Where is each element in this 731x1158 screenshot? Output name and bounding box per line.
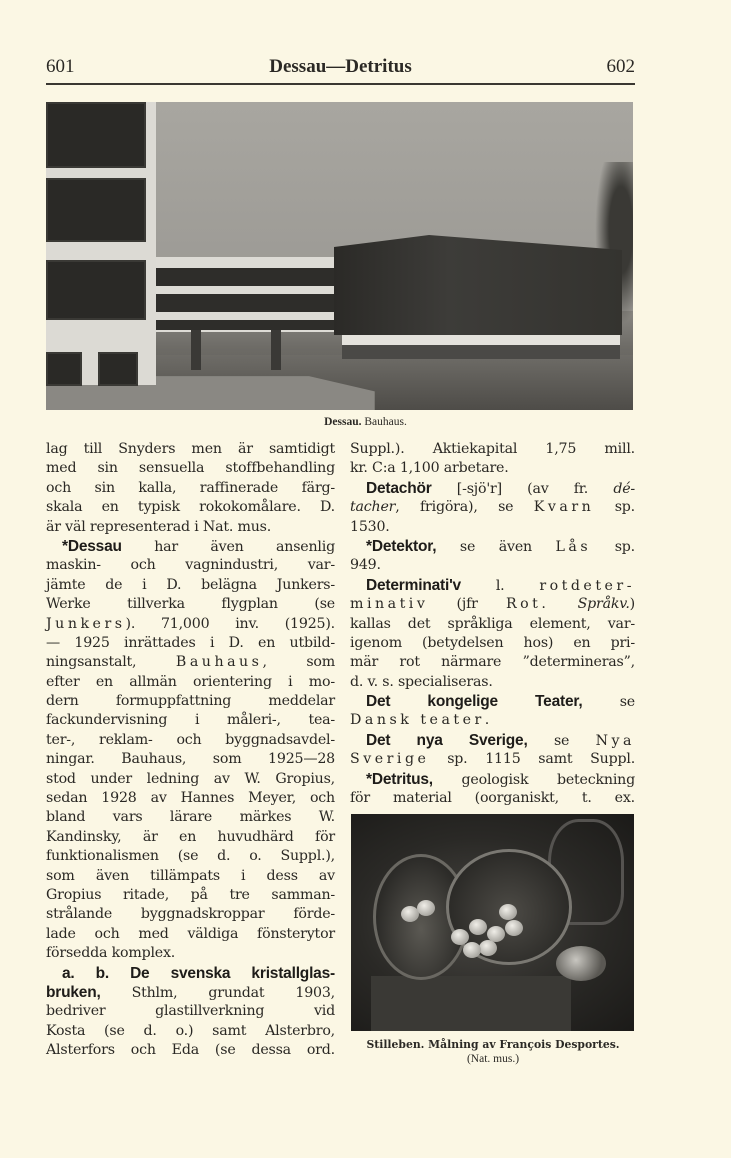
text-run: skala en typisk rokokomålare. D. — [46, 499, 335, 516]
figure-caption-bauhaus — [0, 416, 731, 428]
text-run: försedda komplex. — [46, 945, 176, 962]
text-line — [46, 576, 335, 595]
text-run: mär rot närmare ”determineras”, — [350, 654, 635, 671]
text-run: maskin- och vagnindustri, var- — [46, 557, 335, 574]
photo-window — [46, 260, 146, 320]
spaced-reference: Junkers — [46, 615, 126, 632]
text-run: , som — [262, 654, 336, 671]
text-line — [46, 711, 335, 730]
text-line — [350, 595, 635, 614]
headword: a. b. De svenska kristallglas- — [62, 964, 335, 982]
text-line — [46, 1022, 335, 1041]
painting-fruit — [505, 920, 523, 936]
text-run: kr. C:a 1,100 arbetare. — [350, 460, 509, 477]
text-line — [46, 595, 335, 614]
text-line — [350, 750, 635, 769]
page-title: Dessau—Detritus — [269, 56, 412, 77]
painting-still-life — [351, 814, 634, 1031]
text-run: se — [527, 732, 596, 749]
photo-window — [46, 178, 146, 242]
text-line — [46, 692, 335, 711]
text-line — [46, 615, 335, 634]
text-run: se även — [436, 538, 556, 555]
text-line — [350, 615, 635, 634]
text-line — [350, 673, 635, 692]
text-line — [46, 673, 335, 692]
text-run: jämte de i D. belägna Junkers- — [46, 576, 335, 593]
text-run: geologisk beteckning — [432, 771, 635, 788]
text-run: d. v. s. specialiseras. — [350, 673, 493, 690]
headword: Det nya Sverige, — [366, 731, 528, 749]
text-run: med sin sensuella stoffbehandling — [46, 460, 335, 477]
text-run: ningar. Bauhaus, som 1925—28 — [46, 751, 335, 768]
caption-line-1: Stilleben. Målning av François Desportes. — [366, 1038, 620, 1051]
photo-bauhaus-building — [46, 102, 633, 410]
text-run: funktionalismen (se d. o. Suppl.), — [46, 848, 335, 865]
text-line — [350, 692, 635, 711]
spaced-reference: Nya — [595, 732, 635, 749]
text-run: bedriver glastillverkning vid — [46, 1003, 335, 1020]
text-line — [46, 1002, 335, 1021]
text-run: se — [582, 694, 636, 711]
text-line — [46, 808, 335, 827]
text-line — [46, 440, 335, 459]
spaced-reference: Kvarn — [533, 499, 595, 516]
text-run: l. — [460, 577, 540, 594]
text-run: Kandinsky, är en huvudhärd för — [46, 828, 335, 845]
spaced-reference: Lås — [555, 538, 592, 555]
headword: bruken, — [46, 983, 101, 1001]
text-line — [46, 828, 335, 847]
text-run: dern formuppfattning meddelar — [46, 693, 335, 710]
text-line — [46, 867, 335, 886]
spaced-reference: minativ — [350, 596, 429, 613]
headword: *Dessau — [62, 537, 122, 555]
photo-pillar — [271, 330, 281, 370]
text-run: lade och med väldiga fönsterytor — [46, 925, 335, 942]
text-line — [350, 634, 635, 653]
right-page-number: 602 — [606, 56, 635, 77]
text-run: sp. — [591, 538, 635, 555]
left-column — [46, 440, 335, 1061]
painting-cloth — [371, 976, 571, 1031]
running-head — [46, 54, 635, 80]
text-line — [46, 750, 335, 769]
caption-line-2: (Nat. mus.) — [466, 1053, 520, 1065]
text-run: Kosta (se d. o.) samt Alsterbro, — [46, 1022, 335, 1039]
italic-text: dé- — [613, 480, 635, 497]
photo-bridge-band — [156, 268, 336, 286]
text-run: (jfr — [428, 596, 506, 613]
figure-caption-stilleben — [345, 1038, 641, 1066]
photo-left-wing — [46, 102, 156, 385]
text-run: Sthlm, grundat 1903, — [100, 984, 335, 1001]
spaced-reference: Rot. — [505, 596, 550, 613]
photo-window — [46, 352, 82, 386]
text-line — [350, 498, 635, 517]
text-run: 1530. — [350, 518, 390, 535]
text-line — [350, 440, 635, 459]
text-line — [350, 537, 635, 556]
text-run: igenom (betydelsen hos) en pri- — [350, 634, 635, 651]
text-run: har även ansenlig — [121, 538, 335, 555]
painting-fruit — [463, 942, 481, 958]
text-run: lag till Snyders men är samtidigt — [46, 441, 335, 457]
text-line — [350, 459, 635, 478]
text-line — [46, 653, 335, 672]
headword: *Detektor, — [366, 537, 437, 555]
text-line — [46, 537, 335, 556]
text-line — [46, 556, 335, 575]
painting-bird — [556, 946, 606, 981]
text-run: Werke tillverka flygplan (se — [46, 596, 335, 613]
text-line — [46, 847, 335, 866]
text-line — [350, 711, 635, 730]
spaced-reference: Dansk teater — [350, 712, 485, 729]
text-line — [350, 556, 635, 575]
text-line — [46, 983, 335, 1002]
text-run: efter en allmän orientering i mo- — [46, 673, 335, 690]
painting-fruit — [417, 900, 435, 916]
text-run: fackundervisning i måleri-, tea- — [46, 712, 335, 729]
photo-window — [98, 352, 138, 386]
headword: Determinati'v — [366, 576, 461, 594]
photo-workshop-wing — [334, 235, 622, 335]
text-line — [350, 653, 635, 672]
text-run: — 1925 inrättades i D. en utbild- — [46, 634, 335, 651]
text-run: ningsanstalt, — [46, 654, 176, 671]
text-line — [46, 731, 335, 750]
text-run: som även tillämpats i dess av — [46, 867, 335, 884]
text-run: , frigöra), se — [395, 499, 534, 516]
text-line — [46, 905, 335, 924]
text-line — [350, 770, 635, 789]
text-run: 949. — [350, 557, 381, 574]
text-run: för material (oorganiskt, t. ex. — [350, 790, 635, 807]
text-line — [46, 770, 335, 789]
text-run: ) — [629, 596, 636, 613]
photo-workshop-band — [342, 335, 620, 345]
caption-bold: Dessau. — [324, 416, 362, 428]
text-run: [-sjö'r] (av fr. — [431, 480, 614, 497]
text-run: och sin kalla, raffinerade färg- — [46, 479, 335, 496]
caption-rest: Bauhaus. — [361, 416, 407, 428]
photo-bridge-band — [156, 320, 336, 330]
text-run: Gropius ritade, på tre samman- — [46, 886, 335, 903]
text-run: sp. — [594, 499, 635, 516]
text-line — [350, 518, 635, 537]
painting-fruit — [499, 904, 517, 920]
text-line — [46, 479, 335, 498]
text-line — [46, 925, 335, 944]
headword: *Detritus, — [366, 770, 433, 788]
text-run: bland vars lärare märkes W. — [46, 809, 335, 826]
text-line — [46, 944, 335, 963]
text-run: är väl representerad i Nat. mus. — [46, 518, 272, 535]
text-line — [46, 1041, 335, 1060]
text-run: stod under ledning av W. Gropius, — [46, 770, 335, 787]
painting-fruit — [479, 940, 497, 956]
text-run: Alsterfors och Eda (se dessa ord. — [46, 1042, 335, 1059]
right-column — [350, 440, 635, 808]
text-run: sp. 1115 samt Suppl. — [429, 751, 635, 768]
photo-workshop-base — [342, 345, 620, 359]
headword: Detachör — [366, 479, 432, 497]
header-rule — [46, 83, 635, 85]
text-run: kallas det språkliga element, var- — [350, 615, 635, 632]
photo-pillar — [191, 330, 201, 370]
text-line — [46, 886, 335, 905]
text-line — [46, 459, 335, 478]
text-line — [350, 731, 635, 750]
spaced-reference: rotdeter- — [539, 577, 635, 594]
photo-window — [46, 102, 146, 168]
text-line — [350, 789, 635, 808]
text-run: ). 71,000 inv. (1925). — [125, 615, 335, 632]
italic-text: tacher — [350, 499, 396, 516]
left-page-number: 601 — [46, 56, 75, 77]
text-line — [46, 964, 335, 983]
spaced-reference: Sverige — [350, 751, 430, 768]
text-run: ter-, reklam- och byggnadsavdel- — [46, 731, 335, 748]
text-line — [46, 789, 335, 808]
text-line — [350, 576, 635, 595]
spaced-reference: Bauhaus — [175, 654, 263, 671]
text-run: . — [484, 712, 490, 729]
text-run: strålande byggnadskroppar förde- — [46, 906, 335, 923]
text-line — [46, 634, 335, 653]
photo-bridge-band — [156, 294, 336, 312]
text-line — [46, 518, 335, 537]
text-run: sedan 1928 av Hannes Meyer, och — [46, 790, 335, 807]
text-line — [350, 479, 635, 498]
text-run: Suppl.). Aktiekapital 1,75 mill. — [350, 441, 635, 457]
painting-fruit — [469, 919, 487, 935]
headword: Det kongelige Teater, — [366, 693, 583, 711]
text-line — [46, 498, 335, 517]
italic-text: Språkv. — [549, 596, 630, 613]
